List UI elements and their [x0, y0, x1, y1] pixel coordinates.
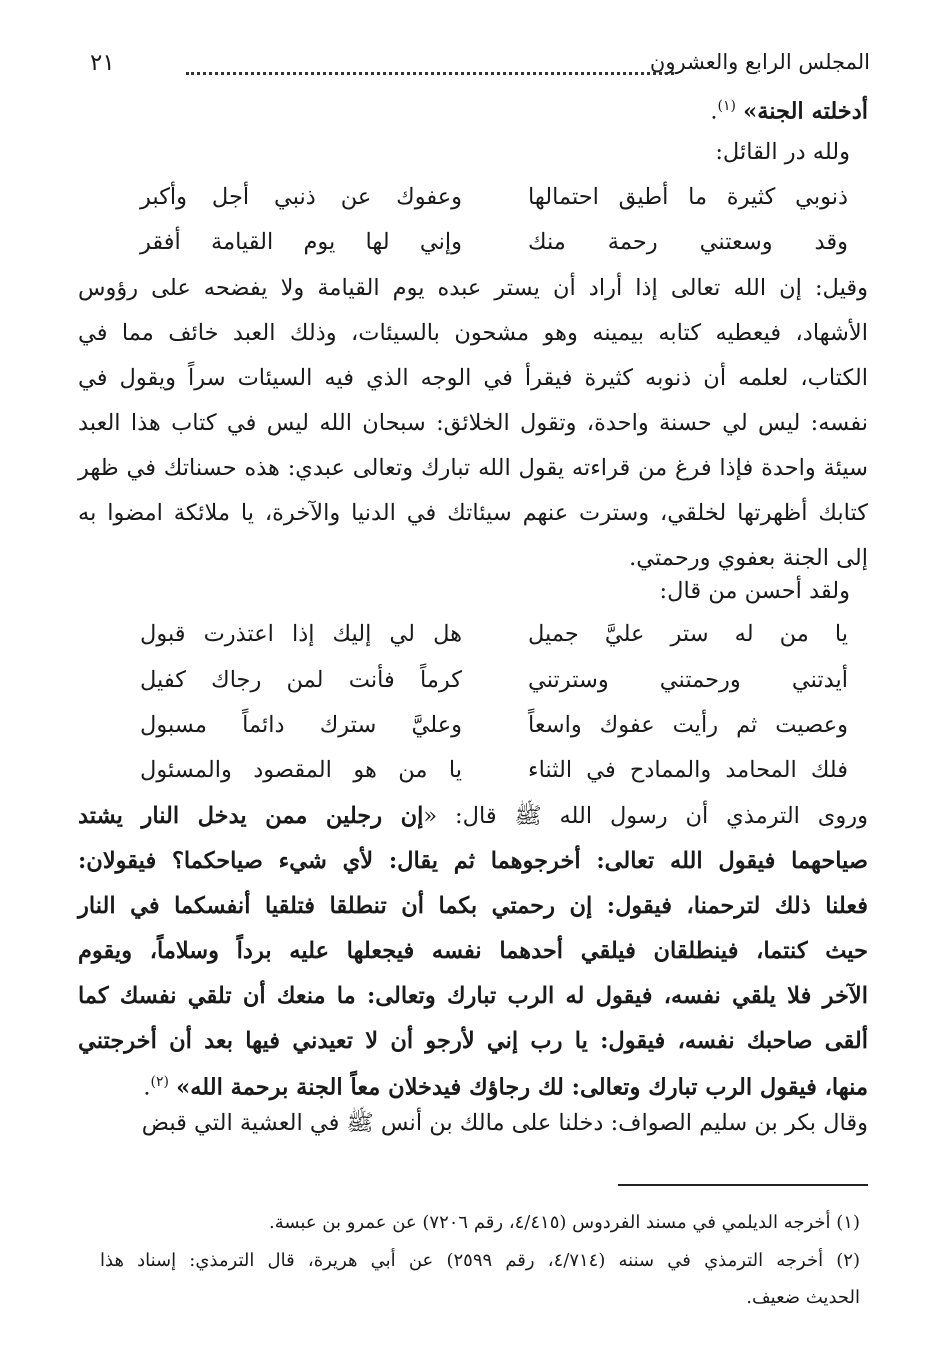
poem1-verse2-right: وقد وسعتني رحمة منك — [528, 229, 848, 255]
para1-line6: كتابك أظهرتها لخلقي، وسترت عنهم سيئاتك في الدنيا والآخرة، يا ملائكة امضوا به — [78, 500, 868, 526]
poem1-verse1-left: وعفوك عن ذنبي أجل وأكبر — [140, 184, 462, 210]
poem1-verse1-right: ذنوبي كثيرة ما أطيق احتمالها — [528, 184, 848, 210]
footnote-separator — [618, 1184, 868, 1186]
poem2-verse3-left: وعليَّ سترك دائماً مسبول — [140, 712, 462, 738]
running-header — [90, 50, 870, 84]
hadith-line1 — [78, 800, 868, 832]
poem2-verse2-right: أيدتني ورحمتني وسترتني — [528, 667, 848, 693]
hadith-line2: صياحهما فيقول الله تعالى: أخرجوهما ثم يقال: لأي شيء صياحكما؟ فيقولان: — [78, 848, 868, 874]
intro-line — [710, 90, 868, 128]
poem2-verse2-left: كرماً فأنت لمن رجاك كفيل — [140, 667, 462, 693]
para1-line4: نفسه: ليس لي حسنة واحدة، وتقول الخلائق: سبحان الله ليس في كتاب هذا العبد — [78, 410, 868, 436]
poem2-verse1-right: يا من له ستر عليَّ جميل — [528, 621, 848, 647]
hadith-line7 — [143, 1066, 868, 1104]
hadith-line4: حيث كنتما، فينطلقان فيلقي أحدهما نفسه فيجعلها عليه برداً وسلاماً، ويقوم — [78, 938, 868, 964]
para1-line2: الأشهاد، فيعطيه كتابه بيمينه وهو مشحون بالسيئات، وذلك العبد خائف مما في — [78, 320, 868, 346]
hadith-line3: فعلنا ذلك لترحمنا، فيقول: إن رحمتي بكما أن تنطلقا فتلقيا أنفسكما في النار — [78, 893, 868, 919]
chapter-title: المجلس الرابع والعشرون — [649, 50, 870, 74]
poem1-verse2-left: وإني لها يوم القيامة أفقر — [140, 229, 462, 255]
hadith-line6: ألقى صاحبك نفسه، فيقول: يا رب إني لأرجو أن لا تعيدني فيها بعد أن أخرجتني — [78, 1028, 868, 1054]
para1-line1: وقيل: إن الله تعالى إذا أراد أن يستر عبده يوم القيامة ولا يفضحه على رؤوس — [78, 275, 868, 301]
poem2-intro: ولقد أحسن من قال: — [659, 578, 850, 604]
poem1-intro: ولله در القائل: — [715, 139, 850, 165]
hadith-line7-end: . — [143, 1074, 151, 1101]
poem2-verse3-right: وعصيت ثم رأيت عفوك واسعاً — [528, 712, 848, 738]
page-number: ٢١ — [90, 50, 115, 76]
poem2-verse1-left: هل لي إليك إذا اعتذرت قبول — [140, 621, 462, 647]
poem2-verse4-left: يا من هو المقصود والمسئول — [140, 757, 462, 783]
intro-line-bold: أدخلته الجنة» — [743, 98, 868, 125]
hadith-line5: الآخر فلا يلقي نفسه، فيقول له الرب تبارك وتعالى: ما منعك أن تلقي نفسك كما — [78, 983, 868, 1009]
para1-line7: إلى الجنة بعفوي ورحمتي. — [629, 545, 868, 571]
poem2-verse4-right: فلك المحامد والممادح في الثناء — [528, 757, 848, 783]
footnote-ref-2: (٢) — [150, 1074, 170, 1090]
hadith-line7-text: منها، فيقول الرب تبارك وتعالى: لك رجاؤك فيدخلان معاً الجنة برحمة الله» — [176, 1074, 868, 1101]
final-line: وقال بكر بن سليم الصواف: دخلنا على مالك بن أنس ﷺ في العشية التي قبض — [141, 1110, 868, 1136]
hadith-line1-intro: وروى الترمذي أن رسول الله ﷺ قال: « — [423, 803, 869, 829]
footnote-ref-1: (١) — [717, 98, 736, 114]
header-dotted-leader — [186, 72, 674, 75]
footnote-2: (٢) أخرجه الترمذي في سننه (٤/٧١٤، رقم ٢٥٩٩) عن أبي هريرة، قال الترمذي: إسناد هذا — [100, 1250, 860, 1271]
para1-line3: الكتاب، لعلمه أن ذنوبه كثيرة فيقرأ في الوجه الذي فيه السيئات سراً ويقول في — [78, 365, 868, 391]
intro-line-end: . — [710, 98, 718, 125]
footnote-1: (١) أخرجه الديلمي في مسند الفردوس (٤/٤١٥، رقم ٧٢٠٦) عن عمرو بن عبسة. — [268, 1212, 860, 1233]
para1-line5: سيئة واحدة فإذا فرغ من قراءته يقول الله تبارك وتعالى عبدي: هذه حسناتك في ظهر — [78, 455, 868, 481]
footnote-2-continued: الحديث ضعيف. — [746, 1287, 860, 1308]
hadith-line1-text: إن رجلين ممن يدخل النار يشتد — [78, 803, 424, 829]
